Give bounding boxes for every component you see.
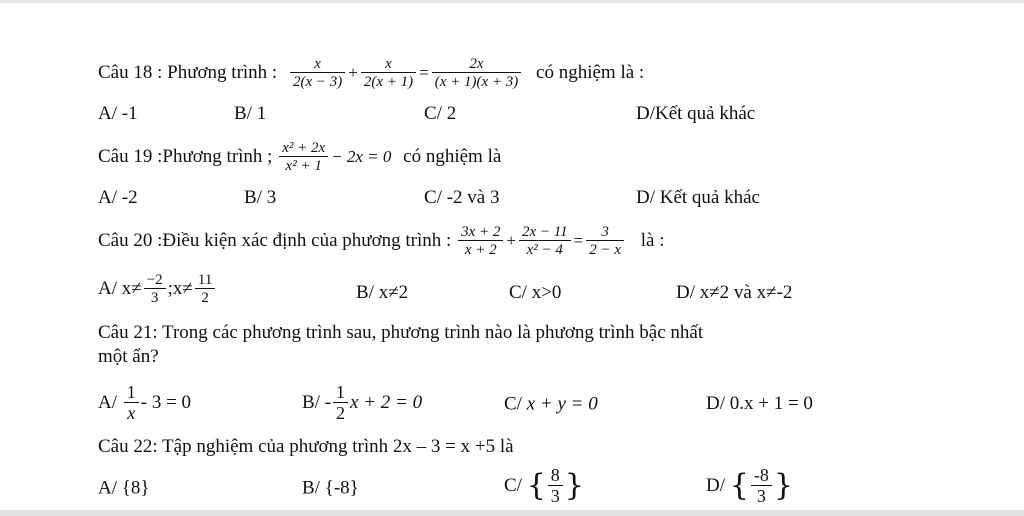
q22-option-b: B/ {-8} bbox=[302, 477, 359, 499]
q18-option-c: C/ 2 bbox=[424, 103, 457, 124]
q20-fraction-1: $\frac{3x + 2}{x + 2}$ bbox=[458, 224, 503, 258]
q20-tail: là : bbox=[640, 230, 665, 251]
q21-line-2: một ẩn? bbox=[98, 346, 159, 367]
q18-fraction-3: $\frac{2x}{(x + 1)(x + 3)}$ bbox=[432, 56, 522, 90]
q18-option-a: A/ -1 bbox=[98, 103, 138, 124]
q20-option-b: B/ x≠2 bbox=[356, 282, 409, 303]
q21-option-b: B/ - $\frac{1}{2}$ x + 2 = 0 bbox=[302, 382, 423, 423]
q20-label: Câu 20 :Điều kiện xác định của phương trình : bbox=[98, 230, 452, 251]
q21-option-a: A/ $\frac{1}{x}$ - 3 = 0 bbox=[98, 382, 192, 423]
q22-option-d: D/ { $\frac{-8}{3}$ } bbox=[706, 465, 793, 506]
q19-rest: − 2x = 0 bbox=[331, 147, 392, 166]
q20-fraction-3: $\frac{3}{2 - x}$ bbox=[586, 224, 624, 258]
q20-option-c: C/ x>0 bbox=[509, 282, 562, 303]
q18-fraction-1: $\frac{x}{2(x - 3)}$ bbox=[290, 56, 345, 90]
q20-fraction-2: $\frac{2x - 11}{\text{x² − 4}}$ bbox=[519, 224, 571, 258]
q21-b-fraction: $\frac{1}{2}$ bbox=[333, 383, 348, 423]
q19-option-d: D/ Kết quả khác bbox=[636, 187, 760, 208]
q22-d-fraction: $\frac{-8}{3}$ bbox=[751, 466, 772, 506]
q21-option-d: D/ 0.x + 1 = 0 bbox=[706, 393, 813, 414]
q18-option-d: D/Kết quả khác bbox=[636, 103, 756, 124]
bottom-edge bbox=[0, 510, 1024, 516]
q20-option-d: D/ x≠2 và x≠-2 bbox=[676, 282, 793, 303]
q18-option-b: B/ 1 bbox=[234, 103, 267, 124]
q21-line-1: Câu 21: Trong các phương trình sau, phương trình nào là phương trình bậc nhất bbox=[98, 322, 704, 343]
q19-tail: có nghiệm là bbox=[403, 146, 502, 167]
q20-option-a: A/ x≠ $\frac{-2}{3}$ ;x≠ $\frac{11}{2}$ bbox=[98, 272, 217, 306]
q19-option-a: A/ -2 bbox=[98, 187, 138, 208]
q20-a-fraction-2: $\frac{11}{2}$ bbox=[195, 272, 215, 306]
q22-option-a: A/ {8} bbox=[98, 477, 150, 499]
q18-fraction-2: $\frac{x}{2(x + 1)}$ bbox=[361, 56, 416, 90]
question-22: Câu 22: Tập nghiệm của phương trình 2x – 3 = x +5 là bbox=[98, 436, 514, 457]
top-edge bbox=[0, 0, 1024, 3]
q19-fraction: $\frac{\text{x² + 2x}}{\text{x² + 1}}$ bbox=[279, 140, 328, 174]
q21-option-c: C/ x + y = 0 bbox=[504, 393, 598, 415]
q19-option-b: B/ 3 bbox=[244, 187, 277, 208]
q22-option-c: C/ { $\frac{8}{3}$ } bbox=[504, 465, 584, 506]
question-18: Câu 18 : Phương trình : $\frac{x}{2(x - 3)}$ + $\frac{x}{2(x + 1)}$ = $\frac{2x}{(x + 1)(x + 3)}$ có nghiệm là : bbox=[98, 56, 645, 90]
question-20: Câu 20 :Điều kiện xác định của phương trình : $\frac{3x + 2}{x + 2}$ + $\frac{2x - 11}{\text{x² − 4}}$ = $\frac{3}{2 - x}$ là : bbox=[98, 224, 665, 258]
q21-a-fraction: $\frac{1}{x}$ bbox=[124, 383, 139, 423]
q20-a-fraction-1: $\frac{-2}{3}$ bbox=[144, 272, 166, 306]
q18-tail: có nghiệm là : bbox=[536, 62, 645, 83]
q19-option-c: C/ -2 và 3 bbox=[424, 187, 500, 208]
q19-label: Câu 19 :Phương trình ; bbox=[98, 146, 273, 167]
q18-label: Câu 18 : Phương trình : bbox=[98, 62, 278, 83]
question-19 bbox=[98, 140, 501, 174]
q22-c-fraction: $\frac{8}{3}$ bbox=[548, 466, 563, 506]
